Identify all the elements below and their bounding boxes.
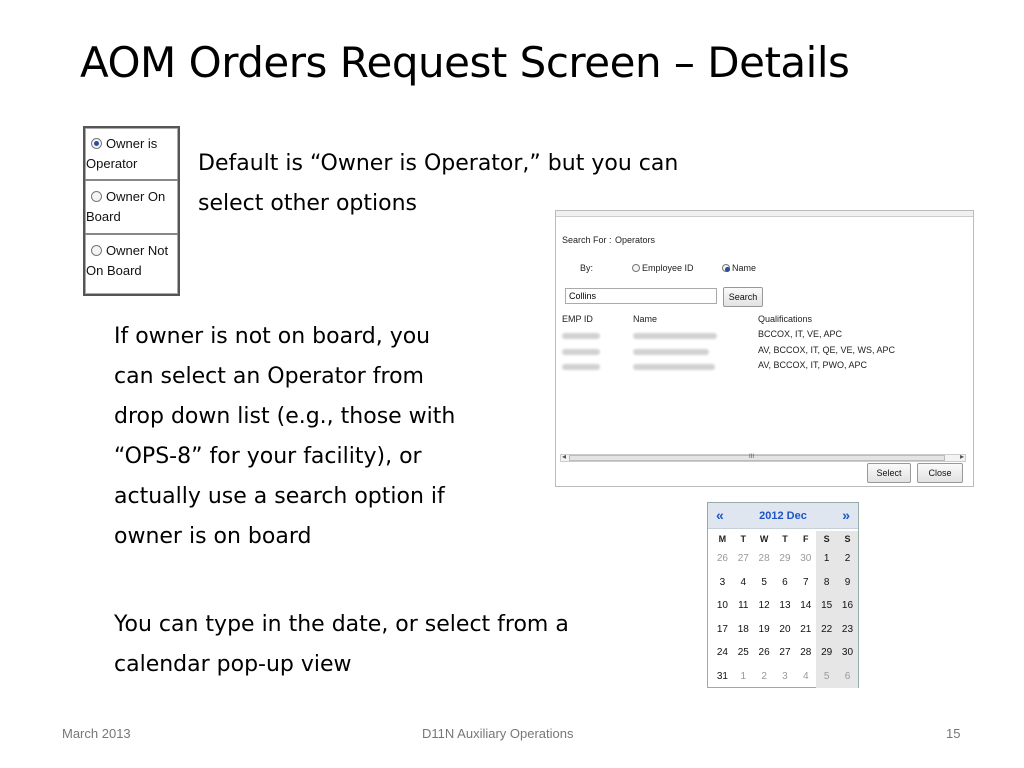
calendar-week-row	[712, 641, 858, 665]
calendar-day[interactable]: 31	[716, 670, 728, 682]
operator-search-dialog	[555, 210, 974, 487]
calendar-day[interactable]: 3	[719, 576, 726, 588]
calendar-day[interactable]: 4	[803, 670, 809, 682]
calendar-day[interactable]: 4	[740, 576, 747, 588]
calendar-day[interactable]: 24	[716, 647, 728, 659]
owner-not-on-board-option[interactable]	[85, 241, 178, 281]
calendar-day[interactable]: 23	[837, 618, 858, 642]
qualifications-cell: BCCOX, IT, VE, APC	[758, 329, 843, 339]
divider	[85, 233, 178, 235]
calendar-day[interactable]: 28	[800, 647, 812, 659]
weekday-label: M	[718, 534, 727, 544]
calendar-day[interactable]: 21	[800, 623, 812, 635]
calendar-day[interactable]: 30	[837, 641, 858, 665]
column-header-name: Name	[633, 314, 658, 324]
owner-on-board-option[interactable]	[85, 187, 178, 227]
name-radio[interactable]	[722, 263, 756, 273]
operator-selection-text	[114, 317, 455, 557]
scroll-right-arrow-icon[interactable]: ▸	[959, 452, 964, 461]
text-line: Default is “Owner is Operator,” but you can	[198, 151, 679, 176]
weekday-header-row	[712, 531, 858, 547]
calendar-day[interactable]: 10	[716, 600, 728, 612]
radio-label: Employee ID	[642, 263, 694, 273]
calendar-day[interactable]: 7	[803, 576, 809, 588]
calendar-week-row	[712, 618, 858, 642]
weekday-label: S	[816, 531, 837, 547]
radio-label: Name	[732, 263, 757, 273]
by-label: By:	[580, 263, 594, 273]
calendar-popup	[707, 502, 859, 688]
calendar-day[interactable]: 1	[740, 670, 747, 682]
calendar-day[interactable]: 29	[779, 553, 791, 565]
next-month-icon[interactable]: »	[842, 507, 850, 523]
calendar-grid	[712, 531, 858, 688]
weekday-label: T	[782, 534, 788, 544]
blurred-emp-id	[562, 333, 600, 339]
blurred-emp-id	[562, 349, 600, 355]
calendar-day[interactable]: 26	[716, 553, 728, 565]
date-entry-text	[114, 605, 569, 685]
owner-is-operator-option[interactable]	[85, 134, 178, 174]
owner-option-label: On Board	[86, 263, 142, 278]
blurred-name	[633, 349, 709, 355]
calendar-day[interactable]: 14	[800, 600, 812, 612]
weekday-label: F	[803, 534, 809, 544]
search-for-label: Search For :	[562, 235, 612, 245]
scroll-left-arrow-icon[interactable]: ◂	[562, 452, 567, 461]
calendar-day[interactable]: 6	[782, 576, 788, 588]
qualifications-cell: AV, BCCOX, IT, QE, VE, WS, APC	[758, 345, 896, 355]
slide-title: AOM Orders Request Screen – Details	[80, 38, 850, 87]
calendar-day[interactable]: 27	[737, 553, 749, 565]
footer-page-number: 15	[946, 726, 961, 741]
search-button[interactable]: Search	[723, 287, 763, 307]
previous-month-icon[interactable]: «	[716, 507, 724, 523]
search-input[interactable]: Collins	[565, 288, 717, 304]
calendar-day[interactable]: 8	[816, 571, 837, 595]
weekday-label: S	[837, 531, 858, 547]
calendar-day[interactable]: 30	[800, 553, 812, 565]
text-line: “OPS-8” for your facility), or	[114, 444, 422, 469]
close-button[interactable]: Close	[917, 463, 963, 483]
blurred-name	[633, 333, 717, 339]
calendar-day[interactable]: 17	[716, 623, 728, 635]
weekday-label: W	[759, 534, 769, 544]
scroll-grip-icon: III	[749, 454, 755, 460]
calendar-day[interactable]: 12	[758, 600, 770, 612]
radio-unchecked-icon[interactable]	[632, 264, 640, 272]
text-line: If owner is not on board, you	[114, 324, 431, 349]
calendar-day[interactable]: 6	[837, 665, 858, 689]
calendar-day[interactable]: 20	[779, 623, 791, 635]
radio-unchecked-icon[interactable]	[91, 245, 102, 256]
footer-date: March 2013	[62, 726, 131, 741]
calendar-day[interactable]: 11	[738, 600, 749, 612]
divider	[85, 179, 178, 181]
calendar-day[interactable]: 13	[779, 600, 791, 612]
calendar-day[interactable]: 19	[758, 623, 770, 635]
owner-option-label: Owner Not	[106, 243, 169, 258]
text-line: You can type in the date, or select from a	[114, 612, 569, 637]
column-header-qualifications: Qualifications	[758, 314, 813, 324]
calendar-day[interactable]: 15	[816, 594, 837, 618]
radio-checked-icon[interactable]	[722, 264, 730, 272]
calendar-day[interactable]: 3	[782, 670, 788, 682]
owner-option-label: Owner On	[106, 189, 166, 204]
dialog-top-strip	[556, 211, 973, 217]
calendar-day[interactable]: 2	[837, 547, 858, 571]
owner-option-label: Owner is	[106, 136, 158, 151]
text-line: can select an Operator from	[114, 364, 424, 389]
blurred-name	[633, 364, 715, 370]
footer-organization: D11N Auxiliary Operations	[422, 726, 574, 741]
weekday-label: T	[740, 534, 747, 544]
text-line: select other options	[198, 191, 417, 216]
qualifications-cell: AV, BCCOX, IT, PWO, APC	[758, 360, 868, 370]
blurred-emp-id	[562, 364, 600, 370]
calendar-week-row	[712, 571, 858, 595]
select-button[interactable]: Select	[867, 463, 911, 483]
text-line: calendar pop-up view	[114, 652, 352, 677]
calendar-day[interactable]: 5	[816, 665, 837, 689]
text-line: actually use a search option if	[114, 484, 445, 509]
calendar-day[interactable]: 26	[758, 647, 770, 659]
calendar-day[interactable]: 29	[816, 641, 837, 665]
calendar-day[interactable]: 9	[837, 571, 858, 595]
calendar-day[interactable]: 27	[779, 647, 791, 659]
calendar-day[interactable]: 2	[761, 670, 767, 682]
calendar-week-row	[712, 547, 858, 571]
calendar-day[interactable]: 22	[816, 618, 837, 642]
calendar-day[interactable]: 28	[758, 553, 770, 565]
owner-option-label: Operator	[86, 156, 138, 171]
text-line: drop down list (e.g., those with	[114, 404, 456, 429]
horizontal-scrollbar[interactable]	[560, 454, 966, 462]
calendar-week-row	[712, 665, 858, 689]
calendar-day[interactable]: 18	[737, 623, 749, 635]
radio-unchecked-icon[interactable]	[91, 191, 102, 202]
radio-checked-icon[interactable]	[91, 138, 102, 149]
calendar-day[interactable]: 1	[816, 547, 837, 571]
calendar-month-title: 2012 Dec	[759, 510, 807, 522]
column-header-emp-id: EMP ID	[562, 314, 593, 324]
owner-option-panel	[83, 126, 180, 296]
scrollbar-thumb[interactable]	[569, 455, 945, 461]
calendar-day[interactable]: 16	[837, 594, 858, 618]
calendar-day[interactable]: 5	[761, 576, 767, 588]
employee-id-radio[interactable]	[632, 263, 694, 273]
text-line: owner is on board	[114, 524, 312, 549]
search-for-value: Operators	[615, 235, 656, 245]
owner-option-label: Board	[86, 209, 121, 224]
calendar-week-row	[712, 594, 858, 618]
calendar-header	[708, 503, 858, 529]
calendar-day[interactable]: 25	[737, 647, 749, 659]
